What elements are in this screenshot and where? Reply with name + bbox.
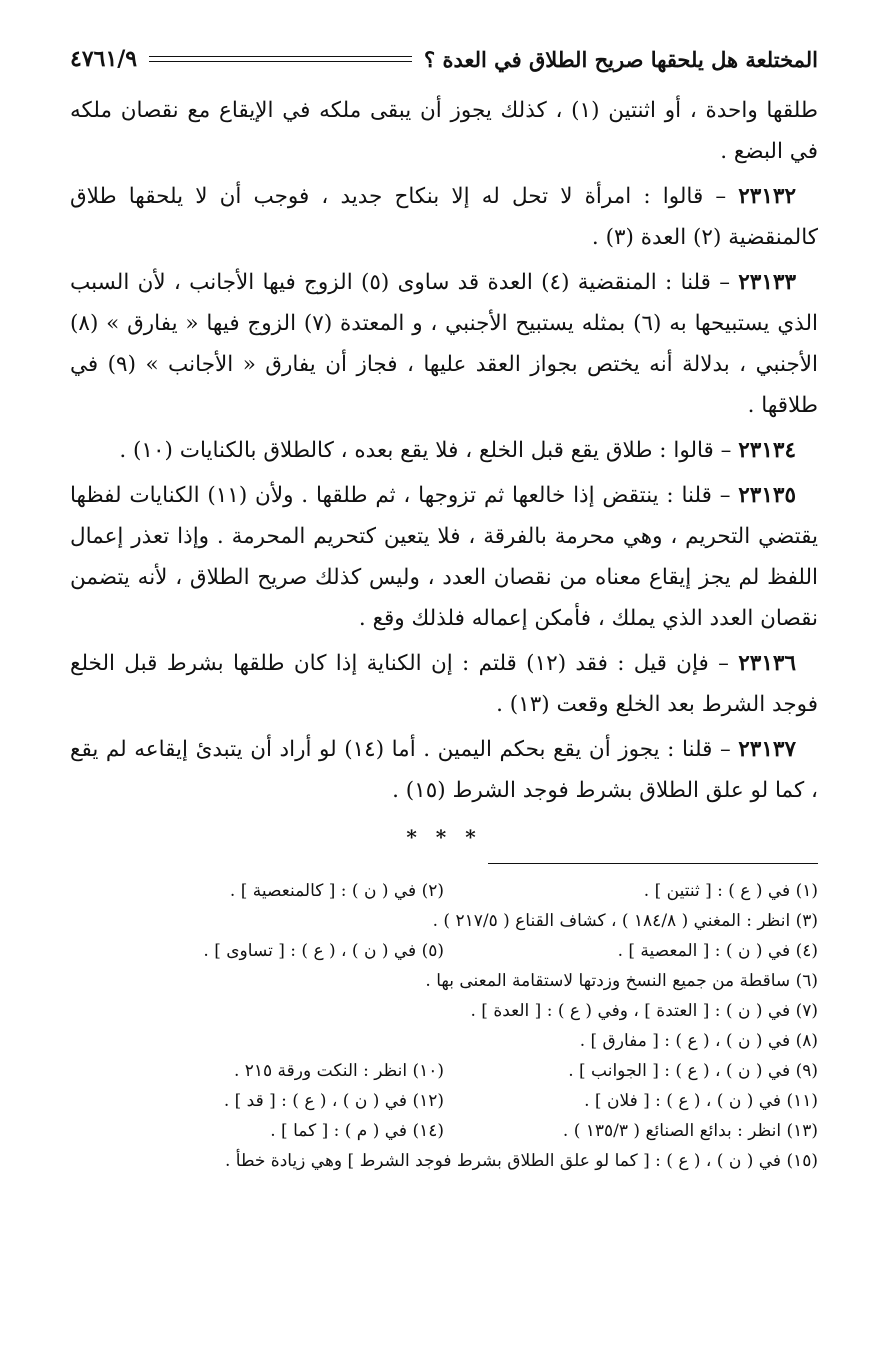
paragraph-23137 [70, 729, 818, 811]
paragraph-number: ٢٣١٣٣ [738, 270, 796, 295]
header-title: المختلعة هل يلحقها صريح الطلاق في العدة ؟ [424, 46, 818, 72]
footnote-1: (١) في ( ع ) : [ ثنتين ] . [643, 881, 818, 901]
footnote-15: (١٥) في ( ن ) ، ( ع ) : [ كما لو علق الطلاق بشرط فوجد الشرط ] وهي زيادة خطأ . [224, 1151, 818, 1171]
footnote-10: (١٠) انظر : النكت ورقة ٢١٥ . [233, 1061, 444, 1081]
book-page [70, 38, 818, 1176]
footnote-7: (٧) في ( ن ) : [ العتدة ] ، وفي ( ع ) : [ العدة ] . [470, 1001, 818, 1021]
paragraph-number: ٢٣١٣٦ [738, 651, 796, 676]
paragraph-23133 [70, 262, 818, 426]
footnote-row [70, 996, 818, 1026]
footnote-14: (١٤) في ( م ) : [ كما ] . [270, 1121, 444, 1141]
paragraph-number: ٢٣١٣٤ [738, 438, 796, 463]
footnote-row [70, 966, 818, 996]
footnote-8: (٨) في ( ن ) ، ( ع ) : [ مفارق ] . [579, 1031, 818, 1051]
paragraph-text: – قالوا : امرأة لا تحل له إلا بنكاح جديد ، فوجب أن لا يلحقها طلاق كالمنقضية (٢) العدة (٣) . [70, 184, 818, 250]
paragraph-23136 [70, 643, 818, 725]
footnote-row [70, 906, 818, 936]
footnote-4: (٤) في ( ن ) : [ المعصية ] . [617, 941, 818, 961]
paragraph-text: – قالوا : طلاق يقع قبل الخلع ، فلا يقع بعده ، كالطلاق بالكنايات (١٠) . [119, 438, 739, 463]
paragraph-23132 [70, 176, 818, 258]
paragraph-23134 [70, 430, 818, 471]
footnote-6: (٦) ساقطة من جميع النسخ وزدتها لاستقامة المعنى بها . [425, 971, 818, 991]
footnote-row [70, 1056, 818, 1086]
footnote-9: (٩) في ( ن ) ، ( ع ) : [ الجوانب ] . [568, 1061, 818, 1081]
footnotes [70, 876, 818, 1176]
paragraph-text: طلقها واحدة ، أو اثنتين (١) ، كذلك يجوز أن يبقى ملكه في الإيقاع مع نقصان ملكه في البضع . [70, 98, 818, 164]
footnote-11: (١١) في ( ن ) ، ( ع ) : [ فلان ] . [584, 1091, 818, 1111]
page-number: ٤٧٦١/٩ [70, 46, 138, 72]
running-header [70, 38, 818, 80]
footnote-12: (١٢) في ( ن ) ، ( ع ) : [ قد ] . [223, 1091, 444, 1111]
header-double-rule [149, 56, 412, 62]
paragraph-continuation [70, 90, 818, 172]
footnote-row [70, 876, 818, 906]
footnote-row [70, 936, 818, 966]
paragraph-text: – قلنا : يجوز أن يقع بحكم اليمين . أما (١٤) لو أراد أن يتبدئ إيقاعه لم يقع ، كما لو علق الطلاق بشرط فوجد الشرط (١٥) . [70, 737, 818, 803]
footnote-2: (٢) في ( ن ) : [ كالمنعصية ] . [229, 881, 444, 901]
paragraph-number: ٢٣١٣٥ [738, 483, 796, 508]
footnote-3: (٣) انظر : المغني ( ١٨٤/٨ ) ، كشاف القناع ( ٢١٧/٥ ) . [432, 911, 818, 931]
paragraph-text: – قلنا : المنقضية (٤) العدة قد ساوى (٥) الزوج فيها الأجانب ، لأن السبب الذي يستبيحها به (٦) بمثله يستبيح الأجنبي ، و المعتدة (٧) الزوج فيها « يفارق » (٨) الأجنبي ، بدلالة أنه يختص بجواز العقد عليها ، فجاز أن يفارق « الأجانب » (٩) في طلاقها . [70, 270, 818, 418]
footnote-row [70, 1026, 818, 1056]
footnote-row [70, 1116, 818, 1146]
footnote-13: (١٣) انظر : بدائع الصنائع ( ١٣٥/٣ ) . [562, 1121, 818, 1141]
main-text [70, 90, 818, 811]
paragraph-text: – قلنا : ينتقض إذا خالعها ثم تزوجها ، ثم طلقها . ولأن (١١) الكنايات لفظها يقتضي التحريم ، وهي محرمة بالفرقة ، فلا يتعين كتحريم المحرمة . وإذا تعذر إعمال اللفظ لم يجز إيقاع معناه من نقصان العدد ، وليس كذلك صريح الطلاق ، لأنه يتضمن نقصان العدد الذي يملك ، فأمكن إعماله فلذلك وقع . [70, 483, 818, 631]
paragraph-number: ٢٣١٣٢ [738, 184, 796, 209]
footnote-row [70, 1086, 818, 1116]
paragraph-text: – فإن قيل : فقد (١٢) قلتم : إن الكناية إذا كان طلقها بشرط قبل الخلع فوجد الشرط بعد الخلع وقعت (١٣) . [70, 651, 818, 717]
footnote-divider [488, 863, 818, 864]
paragraph-number: ٢٣١٣٧ [738, 737, 796, 762]
paragraph-23135 [70, 475, 818, 639]
footnote-row [70, 1146, 818, 1176]
section-separator: * * * [406, 825, 482, 849]
footnote-5: (٥) في ( ن ) ، ( ع ) : [ تساوى ] . [203, 941, 444, 961]
